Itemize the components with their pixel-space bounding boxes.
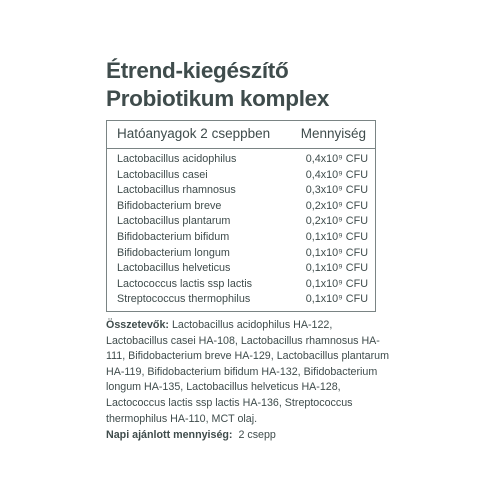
table-header-amount: Mennyiség xyxy=(300,126,366,141)
ingredient-amount: 0,2x10⁹ CFU xyxy=(305,199,368,212)
table-row xyxy=(107,261,375,277)
table-row xyxy=(107,246,375,262)
ingredient-name: Streptococcus thermophilus xyxy=(117,293,251,306)
ingredient-name: Bifidobacterium bifidum xyxy=(117,230,230,243)
table-row xyxy=(107,199,375,215)
ingredient-amount: 0,2x10⁹ CFU xyxy=(305,215,368,228)
daily-dose xyxy=(106,428,276,444)
ingredient-name: Lactobacillus plantarum xyxy=(117,215,231,228)
ingredient-amount: 0,1x10⁹ CFU xyxy=(305,293,368,306)
table-header xyxy=(107,121,375,149)
ingredients-paragraph xyxy=(106,318,390,427)
ingredient-name: Lactococcus lactis ssp lactis xyxy=(117,277,253,290)
table-row xyxy=(107,292,375,308)
daily-dose-label: Napi ajánlott mennyiség: xyxy=(106,429,233,441)
ingredient-amount: 0,1x10⁹ CFU xyxy=(305,277,368,290)
ingredients-text: Lactobacillus acidophilus HA-122, Lactobacillus casei HA-108, Lactobacillus rhamnosus HA-111, Bifidobacterium breve HA-129, Lactobacillus plantarum HA-119, Bifidobacterium bifidum HA-132, Bifidobacterium longum HA-135, Lactobacillus helveticus HA-128, Lactococcus lactis ssp lactis HA-136, Streptococcus thermophilus HA-110, MCT olaj. xyxy=(106,319,389,425)
active-ingredients-table xyxy=(106,120,376,312)
table-row xyxy=(107,214,375,230)
ingredient-name: Bifidobacterium longum xyxy=(117,246,230,259)
ingredient-amount: 0,4x10⁹ CFU xyxy=(305,168,368,181)
ingredient-name: Lactobacillus rhamnosus xyxy=(117,184,236,197)
ingredient-amount: 0,1x10⁹ CFU xyxy=(305,230,368,243)
table-header-ingredients: Hatóanyagok 2 cseppben xyxy=(117,126,271,141)
title-line-1: Étrend-kiegészítő xyxy=(106,58,289,83)
ingredient-amount: 0,1x10⁹ CFU xyxy=(305,262,368,275)
ingredient-amount: 0,3x10⁹ CFU xyxy=(305,184,368,197)
ingredient-name: Lactobacillus helveticus xyxy=(117,262,231,275)
ingredient-name: Bifidobacterium breve xyxy=(117,199,222,212)
daily-dose-value: 2 csepp xyxy=(232,429,276,441)
table-row xyxy=(107,230,375,246)
ingredient-name: Lactobacillus acidophilus xyxy=(117,153,237,165)
table-row xyxy=(107,277,375,293)
ingredient-name: Lactobacillus casei xyxy=(117,168,208,181)
product-title xyxy=(106,57,329,113)
table-body xyxy=(107,152,375,308)
table-row xyxy=(107,168,375,184)
table-row xyxy=(107,183,375,199)
ingredient-amount: 0,4x10⁹ CFU xyxy=(305,153,368,165)
ingredients-label: Összetevők: xyxy=(106,319,169,331)
table-row xyxy=(107,152,375,168)
title-line-2: Probiotikum komplex xyxy=(106,86,330,111)
ingredient-amount: 0,1x10⁹ CFU xyxy=(305,246,368,259)
